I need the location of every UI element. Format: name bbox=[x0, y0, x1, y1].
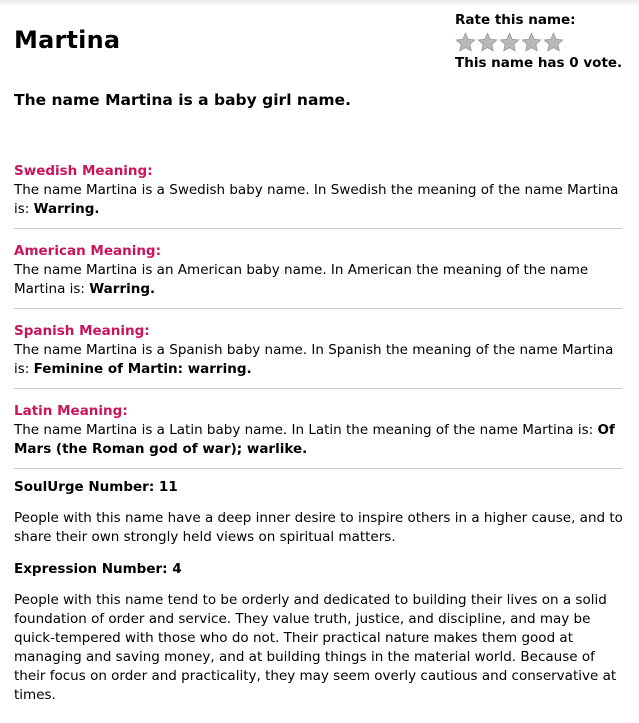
meaning-value: Of Mars (the Roman god of war); warlike. bbox=[14, 422, 615, 457]
meaning-text bbox=[14, 421, 622, 459]
meaning-description: The name Martina is a Latin baby name. In Latin the meaning of the name Martina is: bbox=[14, 422, 598, 438]
meaning-text bbox=[14, 181, 622, 219]
meaning-text bbox=[14, 341, 622, 379]
star-icon-4[interactable] bbox=[521, 32, 542, 53]
soul-urge-title: SoulUrge Number: 11 bbox=[14, 479, 178, 495]
meaning-value: Warring. bbox=[89, 281, 156, 297]
expression-text: People with this name tend to be orderly and dedicated to building their lives on a solid foundation of order and service. They value truth, justice, and discipline, and may be quick-tempered with those who do not. Their practical nature makes them good at managing and saving money, and at building things in the material world. Because of their focus on order and practicality, they may seem overly cautious and conservative at times. bbox=[14, 592, 617, 703]
numerology-section bbox=[14, 478, 624, 718]
top-bar bbox=[0, 0, 639, 7]
meaning-text bbox=[14, 261, 622, 299]
meaning-description: The name Martina is an American baby name. In American the meaning of the name Martina is: bbox=[14, 262, 589, 297]
star-icon-2[interactable] bbox=[477, 32, 498, 53]
meaning-value: Feminine of Martin: warring. bbox=[33, 361, 252, 377]
meaning-american bbox=[14, 242, 622, 309]
rating-box bbox=[455, 12, 635, 71]
star-rating[interactable] bbox=[455, 30, 635, 54]
page-title: Martina bbox=[14, 26, 121, 54]
rate-label: Rate this name: bbox=[455, 12, 576, 28]
meaning-title: Latin Meaning: bbox=[14, 403, 128, 419]
soul-urge-text: People with this name have a deep inner desire to inspire others in a higher cause, and to share their own strongly held views on spiritual matters. bbox=[14, 510, 623, 545]
star-icon-5[interactable] bbox=[543, 32, 564, 53]
meaning-description: The name Martina is a Swedish baby name. In Swedish the meaning of the name Martina is: bbox=[14, 182, 619, 217]
meaning-title: Swedish Meaning: bbox=[14, 163, 153, 179]
meaning-swedish bbox=[14, 162, 622, 229]
meaning-value: Warring. bbox=[33, 201, 100, 217]
expression-title: Expression Number: 4 bbox=[14, 561, 182, 577]
meaning-latin bbox=[14, 402, 622, 469]
meanings-list bbox=[14, 162, 622, 482]
meaning-description: The name Martina is a Spanish baby name. In Spanish the meaning of the name Martina is: bbox=[14, 342, 614, 377]
star-icon-3[interactable] bbox=[499, 32, 520, 53]
meaning-title: Spanish Meaning: bbox=[14, 323, 150, 339]
meaning-spanish bbox=[14, 322, 622, 389]
meaning-title: American Meaning: bbox=[14, 243, 161, 259]
name-summary: The name Martina is a baby girl name. bbox=[14, 91, 351, 109]
vote-count: This name has 0 vote. bbox=[455, 55, 623, 71]
star-icon-1[interactable] bbox=[455, 32, 476, 53]
